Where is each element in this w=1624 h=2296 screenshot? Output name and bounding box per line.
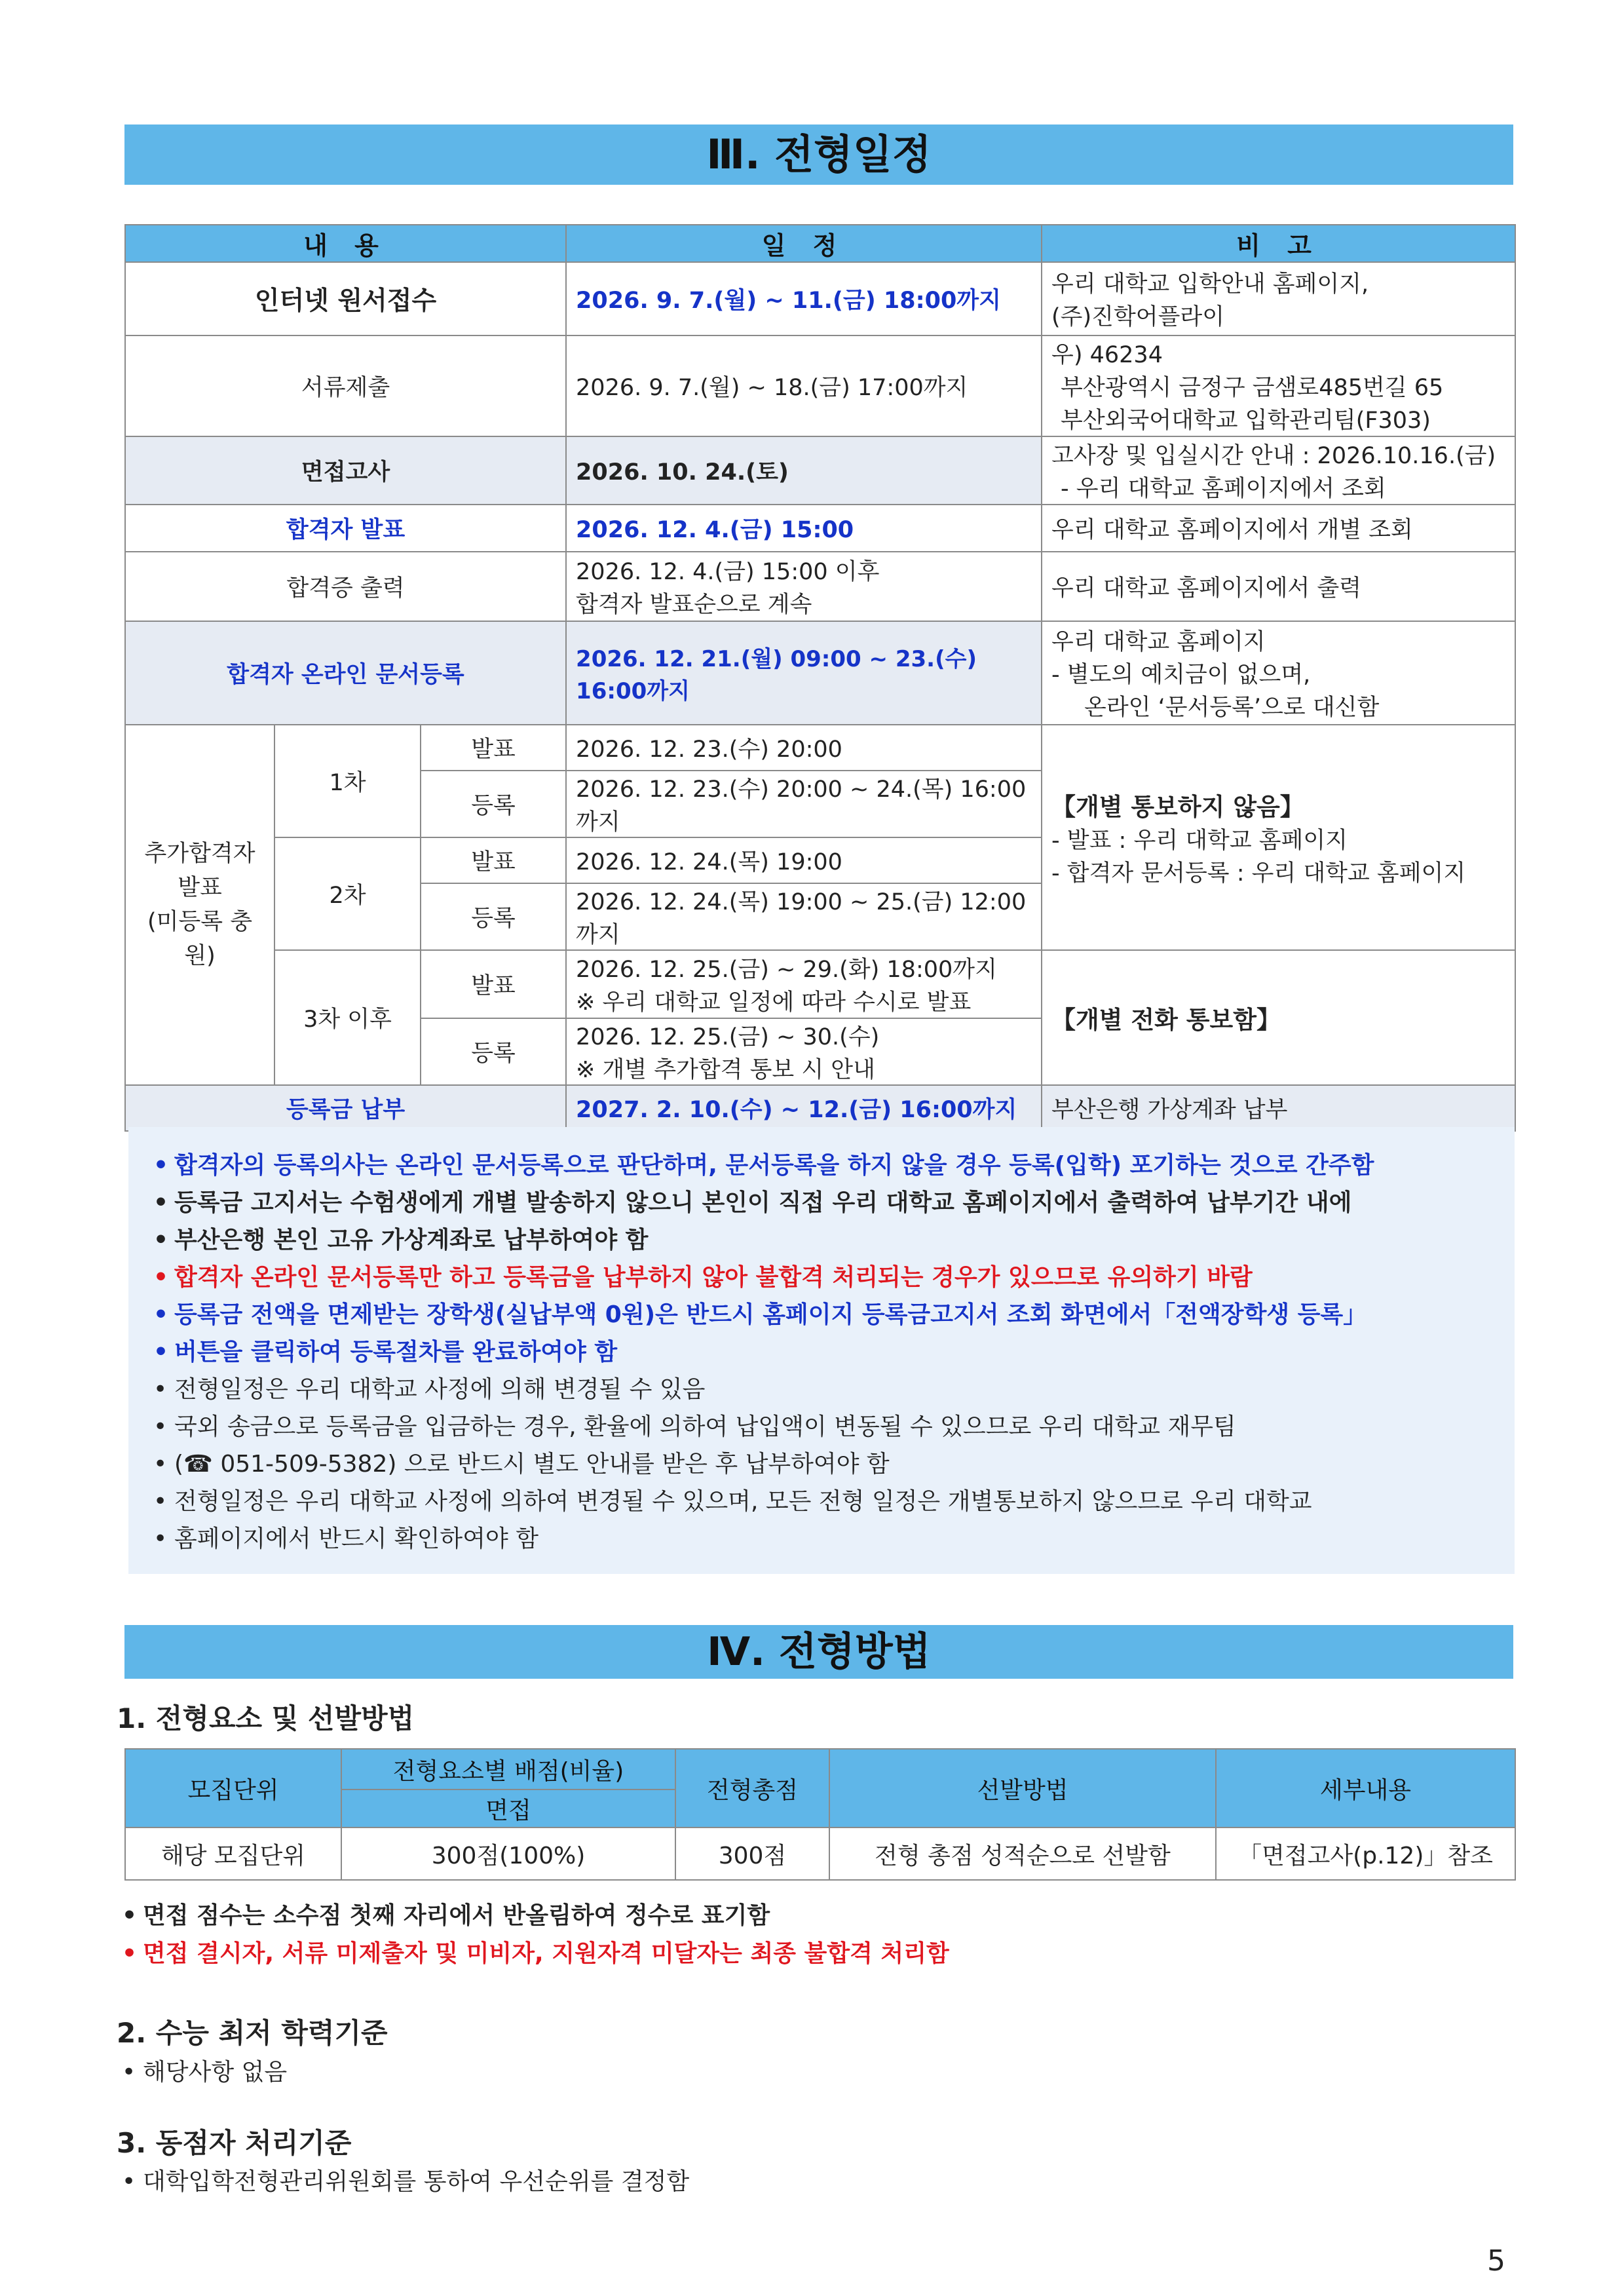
note-item: • 전형일정은 우리 대학교 사정에 의해 변경될 수 있음 xyxy=(148,1371,1495,1408)
row-note: 우리 대학교 입학안내 홈페이지, (주)진학어플라이 xyxy=(1042,262,1515,335)
table-row xyxy=(125,1827,1515,1880)
row-date: 2026. 12. 23.(수) 20:00 ~ 24.(목) 16:00까지 xyxy=(566,771,1042,837)
table-row xyxy=(125,505,1515,552)
tie-notes xyxy=(117,2163,689,2201)
table-header-row xyxy=(125,1749,1515,1789)
row-date: 2026. 12. 4.(금) 15:00 이후 합격자 발표순으로 계속 xyxy=(566,552,1042,621)
row-label: 서류제출 xyxy=(125,335,566,436)
round-2: 2차 xyxy=(274,837,421,950)
table-row xyxy=(125,552,1515,621)
subsection-title: 2. 수능 최저 학력기준 xyxy=(117,2017,388,2049)
row-label: 합격자 온라인 문서등록 xyxy=(125,621,566,725)
cell-unit: 해당 모집단위 xyxy=(125,1827,341,1880)
list-item: • 면접 점수는 소수점 첫째 자리에서 반올림하여 정수로 표기함 xyxy=(117,1897,949,1935)
row-label: 등록금 납부 xyxy=(125,1085,566,1131)
table-row xyxy=(125,335,1515,436)
row-note: 부산은행 가상계좌 납부 xyxy=(1042,1085,1515,1131)
csat-notes xyxy=(117,2054,287,2092)
note-item: • 합격자의 등록의사는 온라인 문서등록으로 판단하며, 문서등록을 하지 않을 경우 등록(입학) 포기하는 것으로 간주함 xyxy=(148,1147,1495,1184)
selection-table xyxy=(124,1748,1516,1881)
cell-interview: 300점(100%) xyxy=(341,1827,675,1880)
register-label: 등록 xyxy=(421,883,566,950)
selection-notes xyxy=(117,1897,949,1973)
header-schedule: 일 정 xyxy=(566,225,1042,262)
notes-box xyxy=(128,1127,1515,1574)
register-label: 등록 xyxy=(421,771,566,837)
table-row xyxy=(125,950,1515,1018)
row-date: 2027. 2. 10.(수) ~ 12.(금) 16:00까지 xyxy=(566,1085,1042,1131)
row-label: 면접고사 xyxy=(125,436,566,505)
cell-total: 300점 xyxy=(675,1827,829,1880)
row-date: 2026. 9. 7.(월) ~ 18.(금) 17:00까지 xyxy=(566,335,1042,436)
row-note: 우리 대학교 홈페이지에서 출력 xyxy=(1042,552,1515,621)
table-row xyxy=(125,621,1515,725)
note-item: • 국외 송금으로 등록금을 입금하는 경우, 환율에 의하여 납입액이 변동될 수 있으므로 우리 대학교 재무팀 xyxy=(148,1408,1495,1445)
header-content: 내 용 xyxy=(125,225,566,262)
schedule-table xyxy=(124,224,1516,1132)
list-item: • 해당사항 없음 xyxy=(117,2054,287,2092)
row-label: 합격증 출력 xyxy=(125,552,566,621)
row-date: 2026. 12. 21.(월) 09:00 ~ 23.(수) 16:00까지 xyxy=(566,621,1042,725)
header-remarks: 비 고 xyxy=(1042,225,1515,262)
row-date: 2026. 12. 25.(금) ~ 30.(수) ※ 개별 추가합격 통보 시 안내 xyxy=(566,1018,1042,1085)
list-item: • 대학입학전형관리위원회를 통하여 우선순위를 결정함 xyxy=(117,2163,689,2201)
table-header-row xyxy=(125,225,1515,262)
register-label: 등록 xyxy=(421,1018,566,1085)
header-interview: 면접 xyxy=(341,1789,675,1827)
table-row xyxy=(125,262,1515,335)
extra-label: 추가합격자 발표 (미등록 충원) xyxy=(125,725,274,1085)
row-label: 인터넷 원서접수 xyxy=(125,262,566,335)
announce-label: 발표 xyxy=(421,950,566,1018)
row-note: 우리 대학교 홈페이지에서 개별 조회 xyxy=(1042,505,1515,552)
cell-method: 전형 총점 성적순으로 선발함 xyxy=(829,1827,1216,1880)
row-date: 2026. 9. 7.(월) ~ 11.(금) 18:00까지 xyxy=(566,262,1042,335)
header-total: 전형총점 xyxy=(675,1749,829,1827)
note-item-cont: • 부산은행 본인 고유 가상계좌로 납부하여야 함 xyxy=(148,1221,1495,1259)
row-date: 2026. 12. 24.(목) 19:00 xyxy=(566,837,1042,883)
table-row xyxy=(125,436,1515,505)
note-item-cont: • 홈페이지에서 반드시 확인하여야 함 xyxy=(148,1520,1495,1558)
page-number: 5 xyxy=(1487,2244,1505,2278)
section-title-schedule: Ⅲ. 전형일정 xyxy=(124,124,1513,185)
table-row xyxy=(125,725,1515,771)
note-item: • 전형일정은 우리 대학교 사정에 의하여 변경될 수 있으며, 모든 전형 일정은 개별통보하지 않으므로 우리 대학교 xyxy=(148,1483,1495,1520)
row-date: 2026. 12. 24.(목) 19:00 ~ 25.(금) 12:00까지 xyxy=(566,883,1042,950)
round-1: 1차 xyxy=(274,725,421,837)
row-note: 우리 대학교 홈페이지 - 별도의 예치금이 없으며, 온라인 ‘문서등록’으로 대신함 xyxy=(1042,621,1515,725)
section-title-method: Ⅳ. 전형방법 xyxy=(124,1625,1513,1679)
extra-note-b: 【개별 전화 통보함】 xyxy=(1042,950,1515,1085)
note-item-cont: • (☎ 051-509-5382) 으로 반드시 별도 안내를 받은 후 납부하여야 함 xyxy=(148,1445,1495,1483)
row-note: 고사장 및 입실시간 안내 : 2026.10.16.(금) - 우리 대학교 홈페이지에서 조회 xyxy=(1042,436,1515,505)
header-unit: 모집단위 xyxy=(125,1749,341,1827)
note-item: • 합격자 온라인 문서등록만 하고 등록금을 납부하지 않아 불합격 처리되는 경우가 있으므로 유의하기 바람 xyxy=(148,1259,1495,1296)
extra-note-a: 【개별 통보하지 않음】 - 발표 : 우리 대학교 홈페이지 - 합격자 문서등록 : 우리 대학교 홈페이지 xyxy=(1042,725,1515,950)
note-item: • 등록금 고지서는 수험생에게 개별 발송하지 않으니 본인이 직접 우리 대학교 홈페이지에서 출력하여 납부기간 내에 xyxy=(148,1184,1495,1221)
list-item: • 면접 결시자, 서류 미제출자 및 미비자, 지원자격 미달자는 최종 불합격 처리함 xyxy=(117,1935,949,1973)
note-item-cont: • 버튼을 클릭하여 등록절차를 완료하여야 함 xyxy=(148,1333,1495,1371)
row-date: 2026. 12. 4.(금) 15:00 xyxy=(566,505,1042,552)
announce-label: 발표 xyxy=(421,837,566,883)
header-detail: 세부내용 xyxy=(1216,1749,1515,1827)
announce-label: 발표 xyxy=(421,725,566,771)
row-label: 합격자 발표 xyxy=(125,505,566,552)
note-item: • 등록금 전액을 면제받는 장학생(실납부액 0원)은 반드시 홈페이지 등록금고지서 조회 화면에서「전액장학생 등록」 xyxy=(148,1296,1495,1333)
cell-detail: 「면접고사(p.12)」참조 xyxy=(1216,1827,1515,1880)
round-3: 3차 이후 xyxy=(274,950,421,1085)
subsection-title: 1. 전형요소 및 선발방법 xyxy=(117,1702,415,1734)
header-method: 선발방법 xyxy=(829,1749,1216,1827)
row-date: 2026. 10. 24.(토) xyxy=(566,436,1042,505)
subsection-title: 3. 동점자 처리기준 xyxy=(117,2127,352,2159)
row-note: 우) 46234 부산광역시 금정구 금샘로485번길 65 부산외국어대학교 입학관리팀(F303) xyxy=(1042,335,1515,436)
row-date: 2026. 12. 23.(수) 20:00 xyxy=(566,725,1042,771)
table-row xyxy=(125,1085,1515,1131)
header-score: 전형요소별 배점(비율) xyxy=(341,1749,675,1789)
row-date: 2026. 12. 25.(금) ~ 29.(화) 18:00까지 ※ 우리 대학교 일정에 따라 수시로 발표 xyxy=(566,950,1042,1018)
